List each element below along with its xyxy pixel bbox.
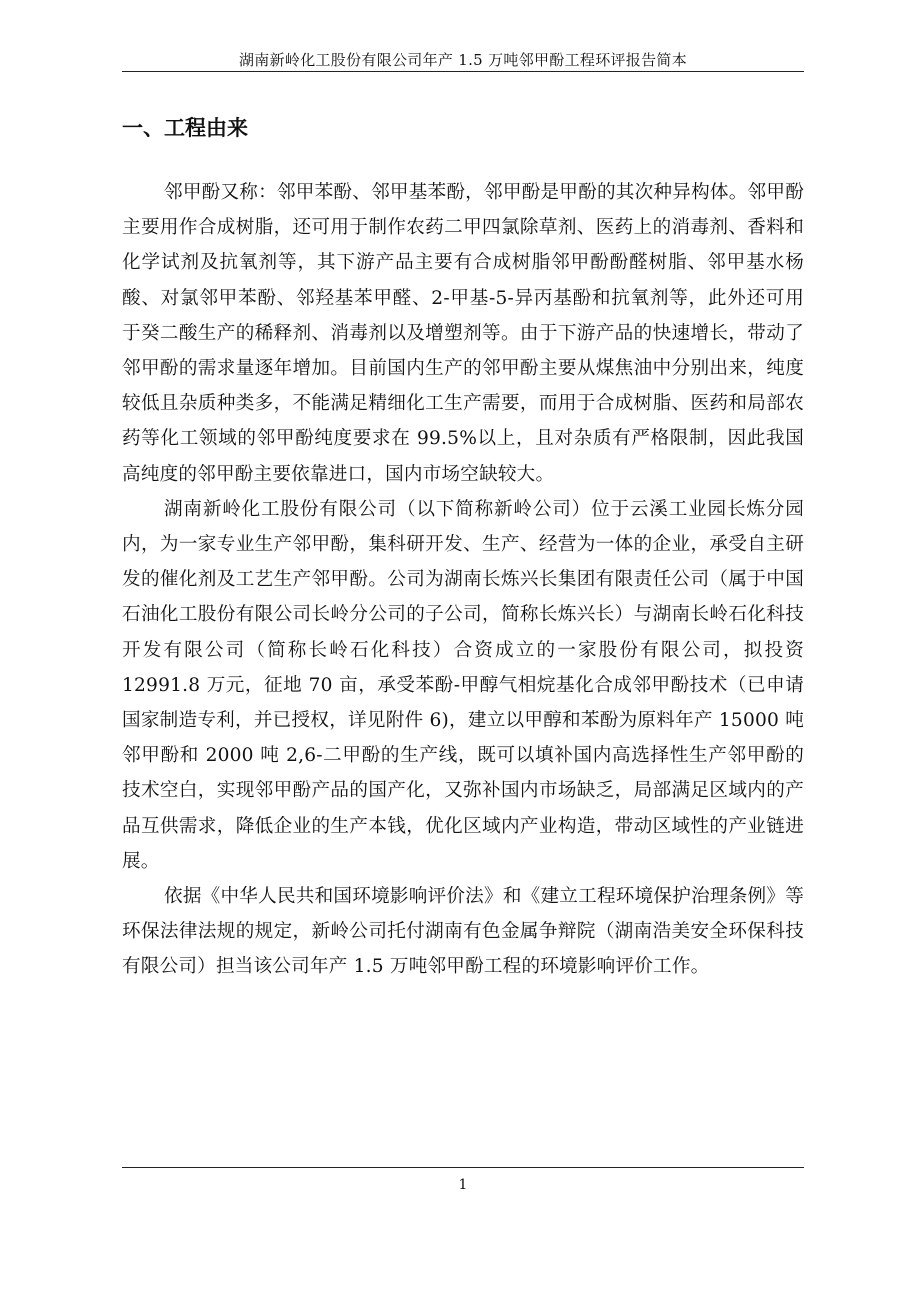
section-heading: 一、工程由来 xyxy=(122,116,248,140)
running-header: 湖南新岭化工股份有限公司年产 1.5 万吨邻甲酚工程环评报告简本 xyxy=(239,51,687,69)
paragraph-3: 依据《中华人民共和国环境影响评价法》和《建立工程环境保护治理条例》等环保法律法规的规定，新岭公司托付湖南有色金属争辩院（湖南浩美安全环保科技有限公司）担当该公司年产 1.5 万吨邻甲酚工程的环境影响评价工作。 xyxy=(122,886,804,978)
paragraph-1: 邻甲酚又称：邻甲苯酚、邻甲基苯酚，邻甲酚是甲酚的其次种异构体。邻甲酚主要用作合成树脂，还可用于制作农药二甲四氯除草剂、医药上的消毒剂、香料和化学试剂及抗氧剂等，其下游产品主要有合成树脂邻甲酚酚醛树脂、邻甲基水杨酸、对氯邻甲苯酚、邻羟基苯甲醛、2-甲基-5-异丙基酚和抗氧剂等，此外还可用于癸二酸生产的稀释剂、消毒剂以及增塑剂等。由于下游产品的快速增长，带动了邻甲酚的需求量逐年增加。目前国内生产的邻甲酚主要从煤焦油中分别出来，纯度较低且杂质种类多，不能满足精细化工生产需要，而用于合成树脂、医药和局部农药等化工领域的邻甲酚纯度要求在 99.5%以上，且对杂质有严格限制，因此我国高纯度的邻甲酚主要依靠进口，国内市场空缺较大。 xyxy=(122,182,804,485)
paragraph-2: 湖南新岭化工股份有限公司（以下简称新岭公司）位于云溪工业园长炼分园内，为一家专业生产邻甲酚，集科研开发、生产、经营为一体的企业，承受自主研发的催化剂及工艺生产邻甲酚。公司为湖南长炼兴长集团有限责任公司（属于中国石油化工股份有限公司长岭分公司的子公司，简称长炼兴长）与湖南长岭石化科技开发有限公司（简称长岭石化科技）合资成立的一家股份有限公司，拟投资 12991.8 万元，征地 70 亩，承受苯酚-甲醇气相烷基化合成邻甲酚技术（已申请国家制造专利，并已授权，详见附件 6)，建立以甲醇和苯酚为原料年产 15000 吨邻甲酚和 2000 吨 2,6-二甲酚的生产线，既可以填补国内高选择性生产邻甲酚的技术空白，实现邻甲酚产品的国产化，又弥补国内市场缺乏，局部满足区域内的产品互供需求，降低企业的生产本钱，优化区域内产业构造，带动区域性的产业链进展。 xyxy=(122,498,804,872)
footer-divider xyxy=(122,1167,804,1168)
header-divider xyxy=(122,71,804,72)
page-number: 1 xyxy=(458,1177,468,1193)
body-text xyxy=(122,175,804,985)
